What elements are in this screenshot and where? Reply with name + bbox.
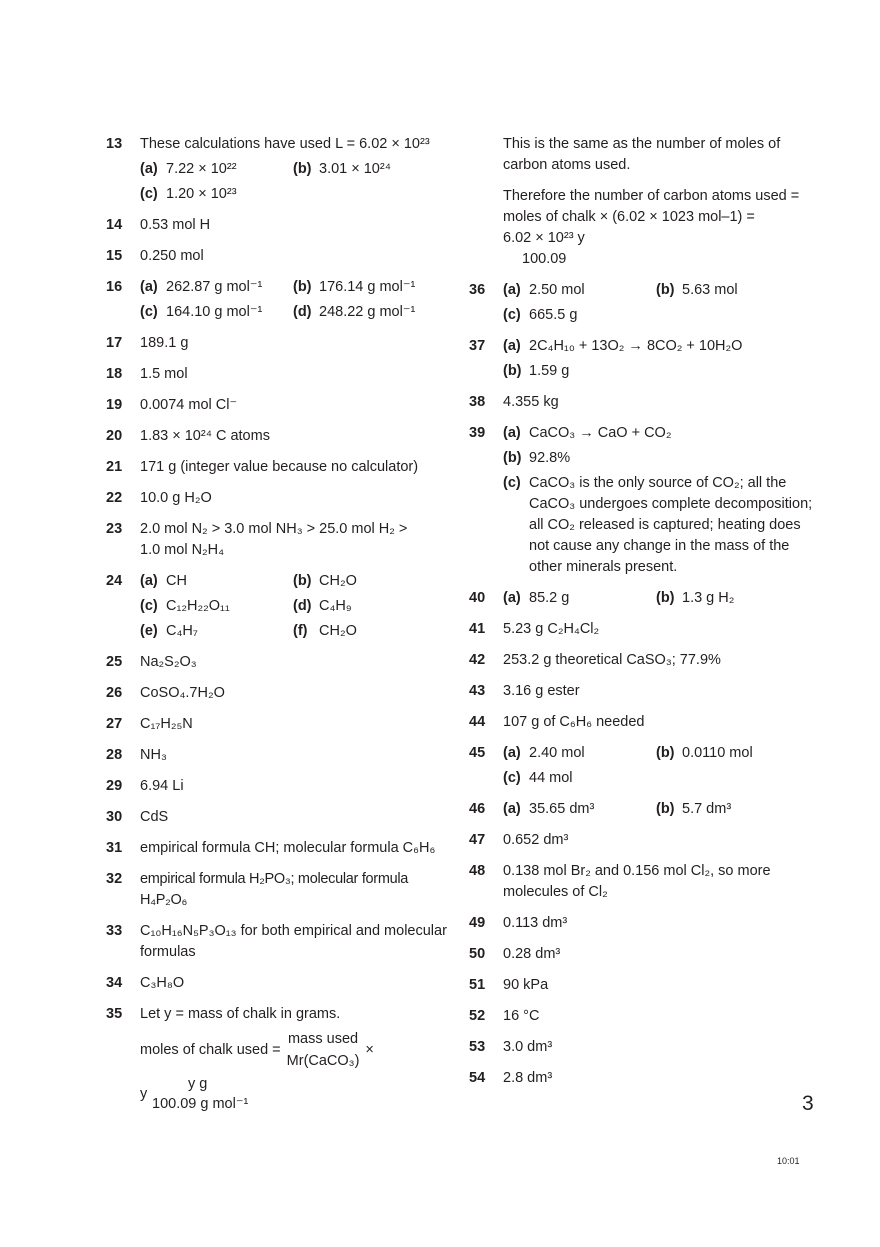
answer-16 [106,277,451,323]
answer-28 [106,745,451,766]
answer-19 [106,395,451,416]
question-number: 49 [469,915,486,931]
part-label: (d) [293,304,312,320]
question-number: 22 [106,490,123,506]
question-number: 25 [106,654,123,670]
question-number: 17 [106,335,123,351]
answer-15 [106,246,451,267]
answer-45 [469,743,814,789]
answer-text: 1.5 mol [140,366,188,382]
answer-text: CdS [140,809,169,825]
answer-34 [106,973,451,994]
answer-47 [469,830,814,851]
left-column [106,134,451,1126]
answer-31 [106,838,451,859]
part-label: (a) [140,161,158,177]
answer-part: 1.3 g H₂ [682,590,735,606]
question-number: 38 [469,394,486,410]
question-number: 20 [106,428,123,444]
answer-text: 10.0 g H₂O [140,490,212,506]
answer-53 [469,1037,814,1058]
question-number: 47 [469,832,486,848]
question-number: 53 [469,1039,486,1055]
answer-text: 189.1 g [140,335,189,351]
answer-text: NH₃ [140,747,167,763]
answer-text: 4.355 kg [503,394,559,410]
answer-29 [106,776,451,797]
part-label: (d) [293,598,312,614]
answer-text: 6.94 Li [140,778,184,794]
question-number: 39 [469,425,486,441]
equation-label: moles of chalk used = [140,1042,281,1058]
answer-part: C₄H₇ [166,623,198,639]
answer-text: 16 °C [503,1008,540,1024]
part-label: (a) [503,801,521,817]
question-number: 15 [106,248,123,264]
answer-part: CH₂O [319,623,357,639]
answer-text: C₁₀H₁₆N₅P₃O₁₃ for both empirical and molecular formulas [140,923,447,960]
part-label: (c) [140,598,158,614]
answer-text: 3.16 g ester [503,683,580,699]
fraction-denominator: Mr(CaCO₃) [286,1053,360,1069]
question-number: 41 [469,621,486,637]
answer-part: CH [166,573,187,589]
question-number: 21 [106,459,123,475]
times-sign: × [365,1042,374,1058]
answer-text: 6.02 × 10²³ y [503,230,585,246]
answer-36 [469,280,814,326]
answer-part: C₁₂H₂₂O₁₁ [166,598,230,614]
question-number: 18 [106,366,123,382]
equation-variable: y [140,1086,148,1102]
answer-part: 0.0110 mol [682,745,753,761]
answer-part: CH₂O [319,573,357,589]
answer-text: empirical formula CH; molecular formula C₆H₆ [140,840,436,856]
part-label: (c) [503,475,521,491]
question-number: 51 [469,977,486,993]
answer-42 [469,650,814,671]
answer-text: Therefore the number of carbon atoms used = moles of chalk × (6.02 × 1023 mol–1) = [503,188,800,225]
fraction-denominator: 100.09 g mol⁻¹ [152,1096,249,1112]
answer-30 [106,807,451,828]
answer-40 [469,588,814,609]
question-number: 44 [469,714,486,730]
question-number: 24 [106,573,123,589]
answer-text: 0.0074 mol Cl⁻ [140,397,238,413]
question-number: 19 [106,397,123,413]
answer-part: 5.7 dm³ [682,801,732,817]
answer-text: 3.0 dm³ [503,1039,553,1055]
answer-text: 90 kPa [503,977,549,993]
answer-33 [106,921,451,963]
question-number: 40 [469,590,486,606]
answer-text: 0.53 mol H [140,217,211,233]
question-number: 54 [469,1070,486,1086]
fraction [287,1029,360,1072]
answer-54 [469,1068,814,1089]
answer-part: 1.20 × 10²³ [166,186,237,202]
question-number: 26 [106,685,123,701]
part-label: (b) [293,279,312,295]
answer-text: 0.250 mol [140,248,204,264]
part-label: (c) [503,770,521,786]
answer-text: Na₂S₂O₃ [140,654,197,670]
part-label: (a) [503,590,521,606]
answer-text: 0.28 dm³ [503,946,561,962]
answer-21 [106,457,451,478]
answer-text: 253.2 g theoretical CaSO₃; 77.9% [503,652,721,668]
answer-part: 1.59 g [529,363,570,379]
answer-text: These calculations have used L = 6.02 × 10²³ [140,136,430,152]
part-label: (e) [140,623,158,639]
question-number: 36 [469,282,486,298]
answer-part: 248.22 g mol⁻¹ [319,304,416,320]
answer-32 [106,869,451,911]
answer-part: 176.14 g mol⁻¹ [319,279,416,295]
answer-48 [469,861,814,903]
answer-52 [469,1006,814,1027]
fraction-numerator: y g [188,1076,208,1092]
answer-50 [469,944,814,965]
question-number: 27 [106,716,123,732]
part-label: (c) [503,307,521,323]
part-label: (b) [656,282,675,298]
answer-23 [106,519,451,561]
answer-text: 0.138 mol Br₂ and 0.156 mol Cl₂, so more molecules of Cl₂ [503,863,771,900]
question-number: 32 [106,871,123,887]
question-number: 29 [106,778,123,794]
answer-text: C₃H₈O [140,975,185,991]
answer-46 [469,799,814,820]
answer-part: 3.01 × 10²⁴ [319,161,391,177]
answer-37 [469,336,814,382]
answer-13 [106,134,451,205]
question-number: 50 [469,946,486,962]
answer-44 [469,712,814,733]
part-label: (c) [140,304,158,320]
answer-text: 107 g of C₆H₆ needed [503,714,645,730]
answer-41 [469,619,814,640]
answer-part: 665.5 g [529,307,578,323]
question-number: 43 [469,683,486,699]
part-label: (b) [656,801,675,817]
question-number: 34 [106,975,123,991]
question-number: 37 [469,338,486,354]
part-label: (b) [293,161,312,177]
answer-text: 100.09 [522,251,567,267]
question-number: 16 [106,279,123,295]
answer-part: CaCO₃ → CaO + CO₂ [529,425,672,441]
part-label: (a) [140,573,158,589]
fraction-numerator: mass used [287,1031,359,1047]
answer-51 [469,975,814,996]
answer-43 [469,681,814,702]
answer-text: CoSO₄.7H₂O [140,685,225,701]
question-number: 48 [469,863,486,879]
answer-text: 0.113 dm³ [503,915,568,931]
part-label: (a) [503,425,521,441]
answer-part: 2.50 mol [529,282,585,298]
answer-27 [106,714,451,735]
question-number: 13 [106,136,123,152]
answer-text: Let y = mass of chalk in grams. [140,1006,341,1022]
question-number: 31 [106,840,123,856]
answer-17 [106,333,451,354]
question-number: 23 [106,521,123,537]
answer-part: 2C₄H₁₀ + 13O₂ → 8CO₂ + 10H₂O [529,338,743,354]
timestamp: 10:01 [777,1156,800,1166]
answer-text: C₁₇H₂₅N [140,716,193,732]
answer-text: 0.652 dm³ [503,832,569,848]
question-number: 52 [469,1008,486,1024]
part-label: (a) [140,279,158,295]
answer-part: 44 mol [529,770,573,786]
part-label: (b) [503,450,522,466]
question-number: 28 [106,747,123,763]
part-label: (b) [503,363,522,379]
answer-text: empirical formula H₂PO₃; molecular formula H₄P₂O₆ [140,871,409,908]
answer-39 [469,423,814,578]
question-number: 14 [106,217,123,233]
answer-20 [106,426,451,447]
part-label: (b) [656,590,675,606]
question-number: 30 [106,809,123,825]
part-label: (a) [503,282,521,298]
answer-part: CaCO₃ is the only source of CO₂; all the CaCO₃ undergoes complete decomposition; all CO₂ released is captured; heating does not cause any change in the mass of the other minerals present. [529,475,813,575]
answer-text: 1.83 × 10²⁴ C atoms [140,428,270,444]
answer-35 [106,1004,451,1116]
question-number: 42 [469,652,486,668]
answer-part: 164.10 g mol⁻¹ [166,304,263,320]
right-column [469,134,814,1099]
answer-22 [106,488,451,509]
question-number: 35 [106,1006,123,1022]
answer-49 [469,913,814,934]
part-label: (f) [293,623,308,639]
answer-text: 171 g (integer value because no calculator) [140,459,419,475]
answer-part: 5.63 mol [682,282,738,298]
part-label: (b) [293,573,312,589]
question-number: 45 [469,745,486,761]
answer-part: 85.2 g [529,590,570,606]
part-label: (b) [656,745,675,761]
question-number: 33 [106,923,123,939]
answer-38 [469,392,814,413]
answer-part: 7.22 × 10²² [166,161,237,177]
answer-part: 2.40 mol [529,745,585,761]
answer-part: 92.8% [529,450,571,466]
answer-part: 35.65 dm³ [529,801,595,817]
part-label: (c) [140,186,158,202]
answer-35-continued [469,134,814,270]
answer-26 [106,683,451,704]
answer-text: 2.8 dm³ [503,1070,553,1086]
answer-part: 262.87 g mol⁻¹ [166,279,263,295]
part-label: (a) [503,338,521,354]
answer-text: This is the same as the number of moles of carbon atoms used. [503,136,781,173]
answer-18 [106,364,451,385]
part-label: (a) [503,745,521,761]
answer-25 [106,652,451,673]
question-number: 46 [469,801,486,817]
answer-part: C₄H₉ [319,598,352,614]
answer-24 [106,571,451,642]
answer-text: 2.0 mol N₂ > 3.0 mol NH₃ > 25.0 mol H₂ > 1.0 mol N₂H₄ [140,521,408,558]
answer-text: 5.23 g C₂H₄Cl₂ [503,621,600,637]
page-number: 3 [802,1092,814,1115]
answer-14 [106,215,451,236]
